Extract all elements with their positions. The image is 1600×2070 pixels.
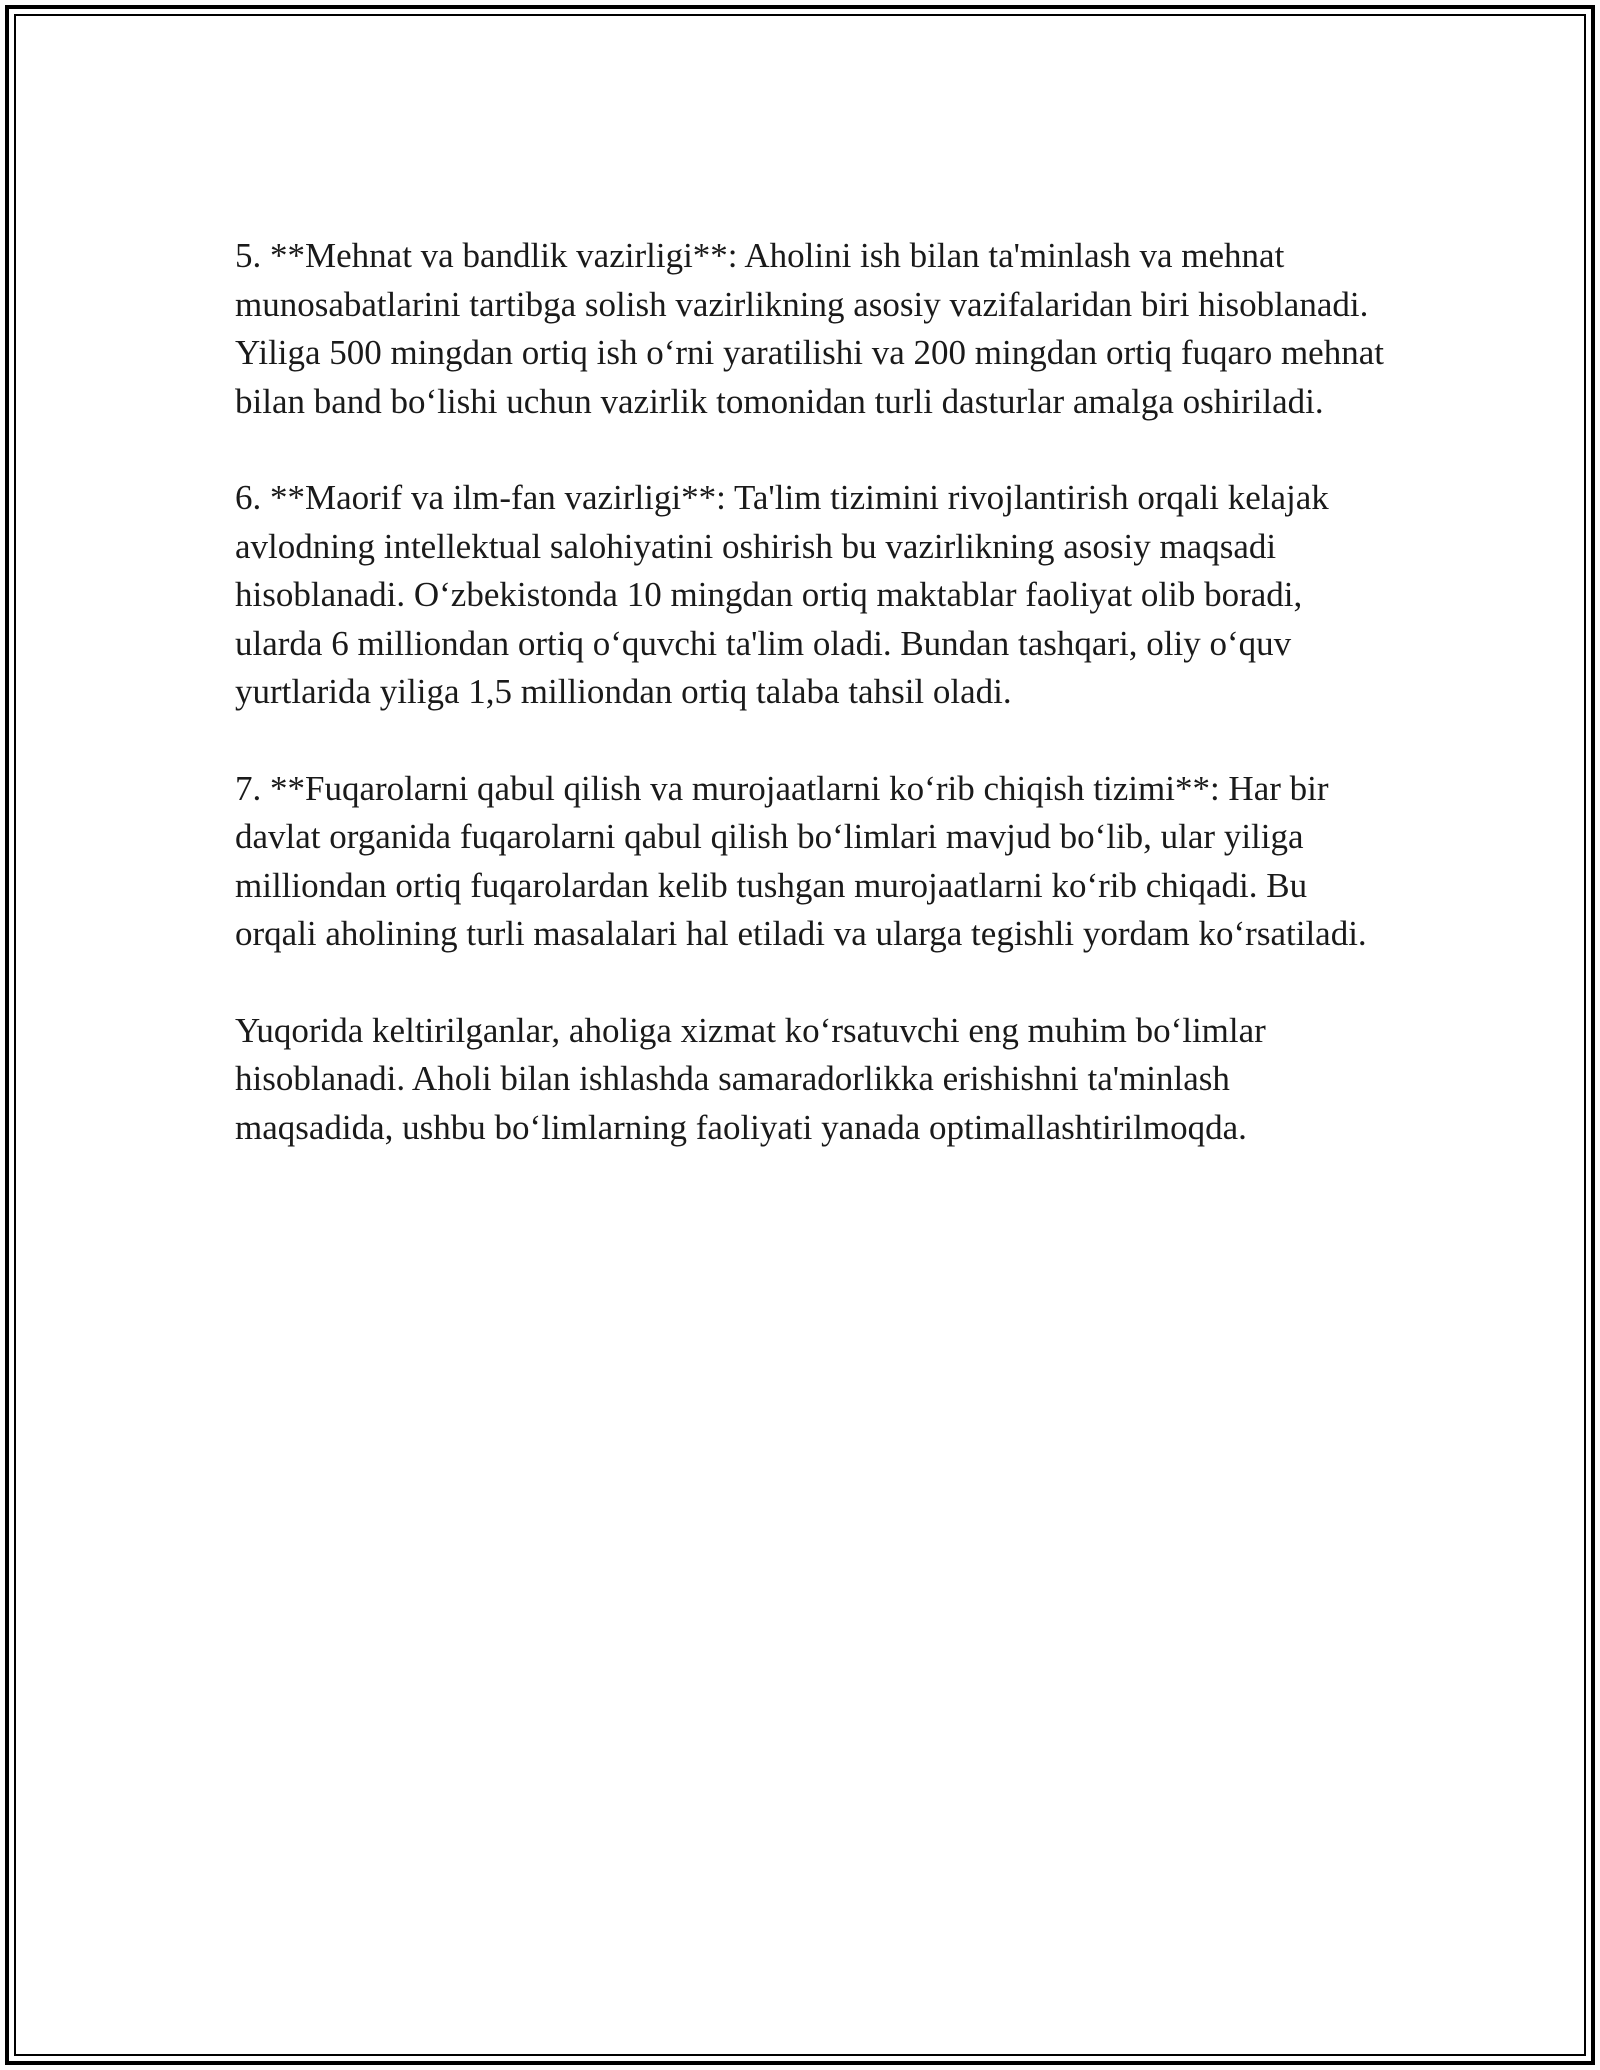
paragraph-labor-ministry: 5. **Mehnat va bandlik vazirligi**: Aholini ish bilan ta'minlash va mehnat munosabatlarini tartibga solish vazirlikning asosiy vazifalaridan biri hisoblanadi. Yiliga 500 mingdan ortiq ish o‘rni yaratilishi va 200 mingdan ortiq fuqaro mehnat bilan band bo‘lishi uchun vazirlik tomonidan turli dasturlar amalga oshiriladi. — [235, 236, 1384, 421]
paragraph-citizen-reception: 7. **Fuqarolarni qabul qilish va murojaatlarni ko‘rib chiqish tizimi**: Har bir davlat organida fuqarolarni qabul qilish bo‘limlari mavjud bo‘lib, ular yiliga milliondan ortiq fuqarolardan kelib tushgan murojaatlarni ko‘rib chiqadi. Bu orqali aholining turli masalalari hal etiladi va ularga tegishli yordam ko‘rsatiladi. — [235, 768, 1367, 953]
paragraph-education-ministry: 6. **Maorif va ilm-fan vazirligi**: Ta'lim tizimini rivojlantirish orqali kelajak avlodning intellektual salohiyatini oshirish bu vazirlikning asosiy maqsadi hisoblanadi. O‘zbekistonda 10 mingdan ortiq maktablar faoliyat olib boradi, ularda 6 milliondan ortiq o‘quvchi ta'lim oladi. Bundan tashqari, oliy o‘quv yurtlarida yiliga 1,5 milliondan ortiq talaba tahsil oladi. — [235, 478, 1329, 711]
paragraph-conclusion: Yuqorida keltirilganlar, aholiga xizmat ko‘rsatuvchi eng muhim bo‘limlar hisoblanadi. Aholi bilan ishlashda samaradorlikka erishishni ta'minlash maqsadida, ushbu bo‘limlarning faoliyati yanada optimallashtirilmoqda. — [235, 1010, 1266, 1147]
document-body — [235, 232, 1385, 1200]
